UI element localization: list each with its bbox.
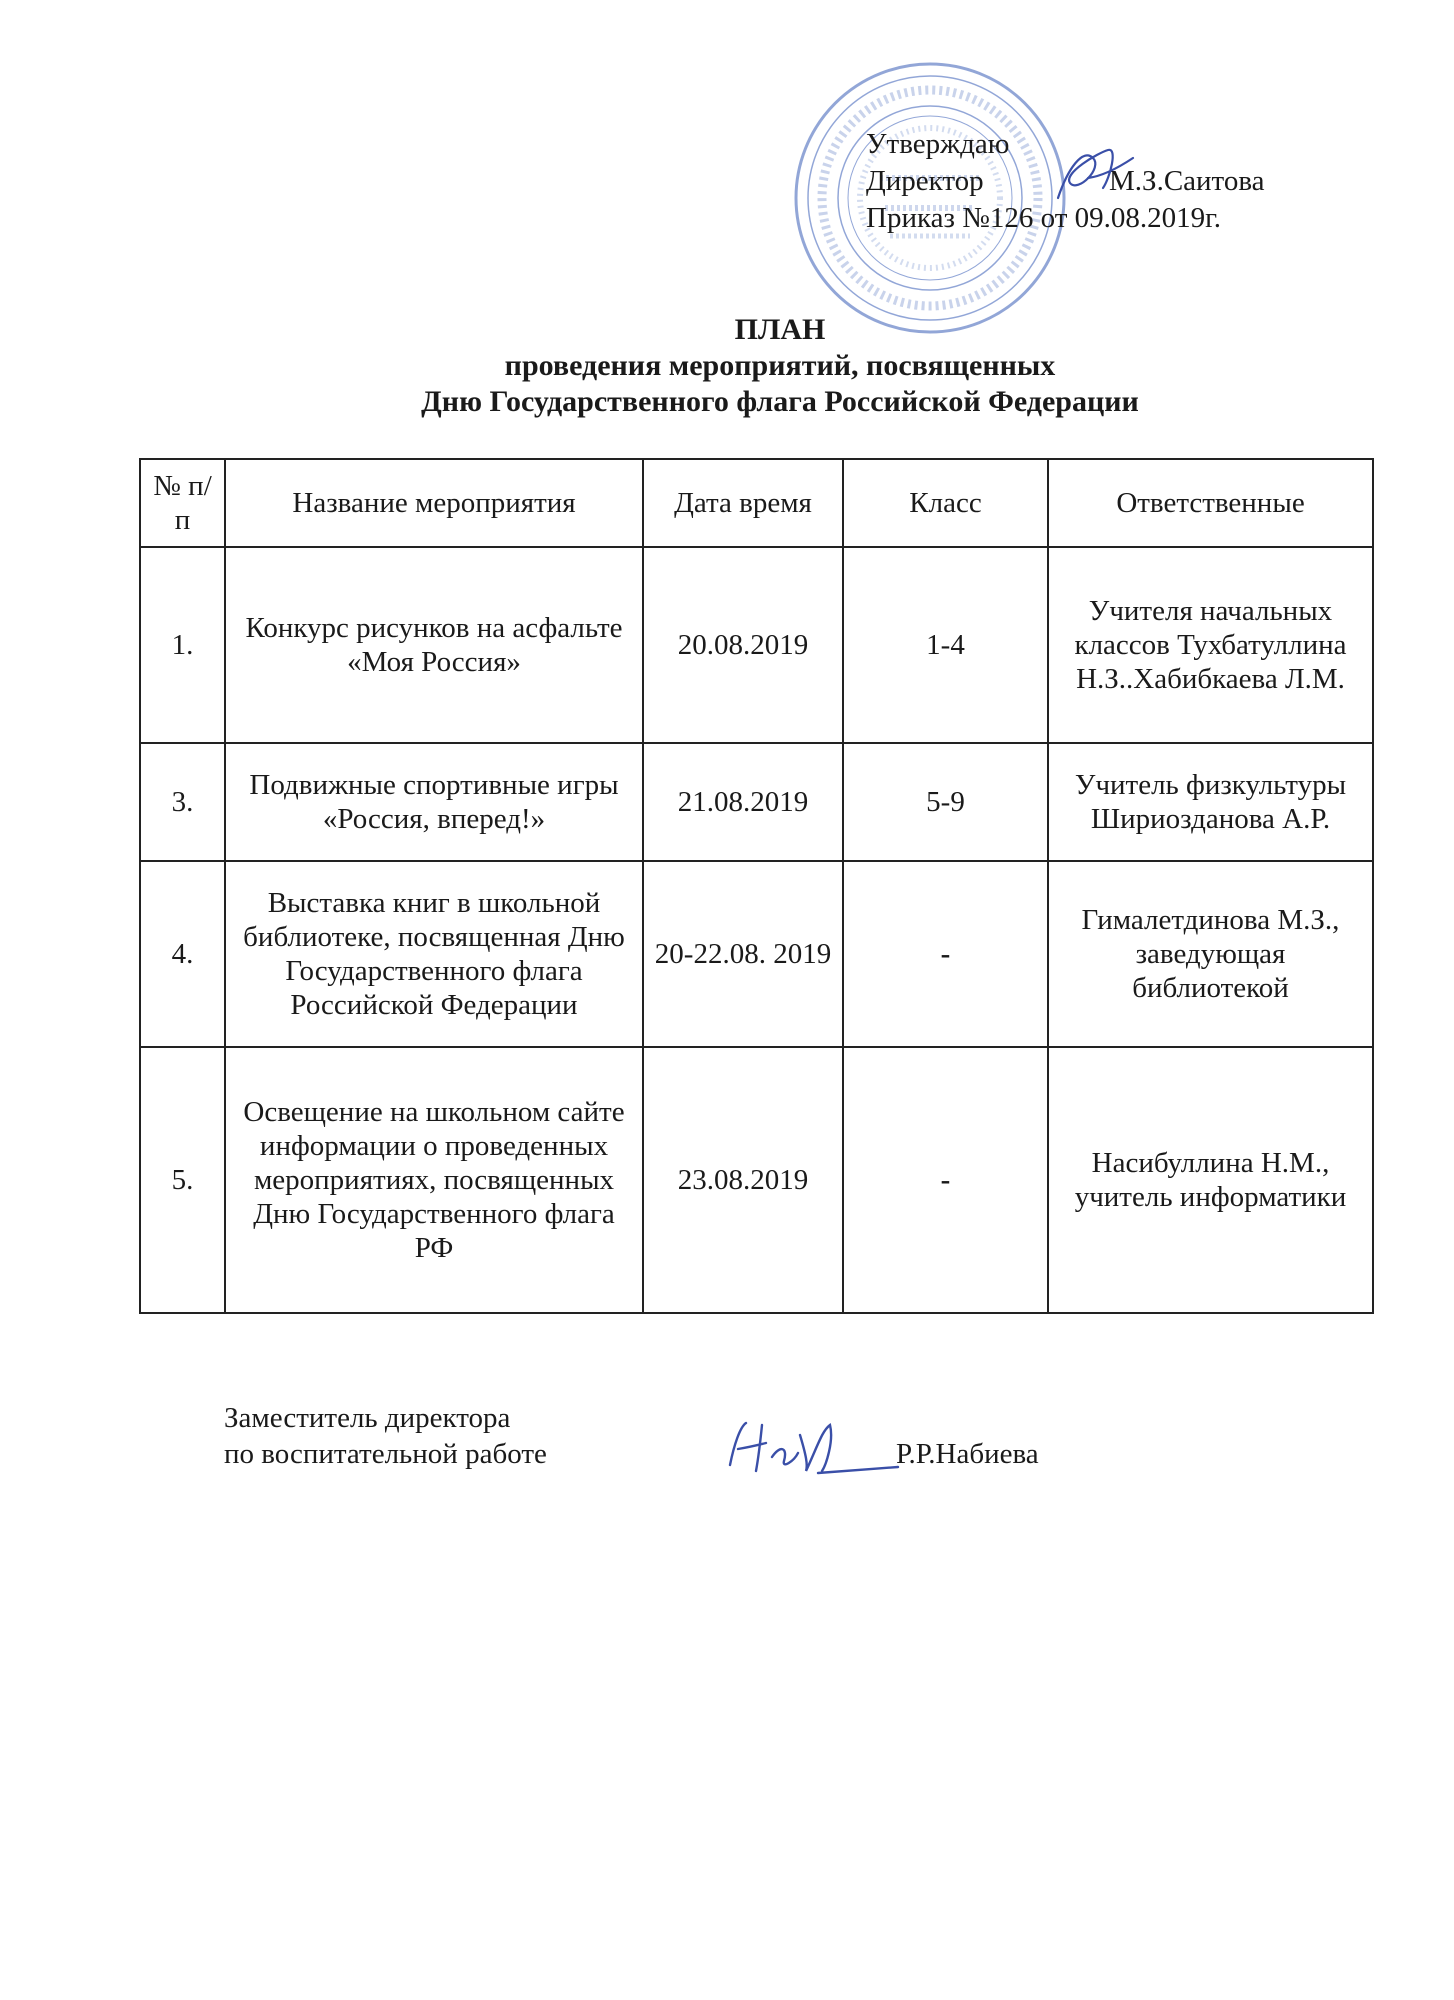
cell-responsible: Гималетдинова М.З., заведующая библиотекой bbox=[1048, 861, 1373, 1047]
cell-class: 1-4 bbox=[843, 547, 1048, 743]
header-name: Название мероприятия bbox=[225, 459, 643, 547]
table-header-row bbox=[140, 459, 1373, 547]
director-label: Директор bbox=[866, 165, 984, 197]
cell-responsible: Учителя начальных классов Тухбатуллина Н.З..Хабибкаева Л.М. bbox=[1048, 547, 1373, 743]
title-line-2: проведения мероприятий, посвященных bbox=[504, 349, 1056, 382]
cell-name: Подвижные спортивные игры «Россия, вперед!» bbox=[225, 743, 643, 861]
document-title bbox=[300, 312, 1260, 420]
cell-date: 21.08.2019 bbox=[643, 743, 843, 861]
cell-name: Конкурс рисунков на асфальте «Моя Россия» bbox=[225, 547, 643, 743]
cell-name: Освещение на школьном сайте информации о проведенных мероприятиях, посвященных Дню Государственного флага РФ bbox=[225, 1047, 643, 1313]
plan-table bbox=[139, 458, 1374, 1314]
title-line-1: ПЛАН bbox=[734, 313, 826, 346]
header-class: Класс bbox=[843, 459, 1048, 547]
cell-date: 20-22.08. 2019 bbox=[643, 861, 843, 1047]
header-num: № п/п bbox=[140, 459, 225, 547]
cell-num: 4. bbox=[140, 861, 225, 1047]
approve-label: Утверждаю bbox=[866, 128, 1010, 160]
deputy-role-line-1: Заместитель директора bbox=[224, 1402, 511, 1434]
cell-class: 5-9 bbox=[843, 743, 1048, 861]
deputy-name: Р.Р.Набиева bbox=[896, 1438, 1039, 1470]
director-signature bbox=[1048, 138, 1138, 208]
cell-responsible: Учитель физкультуры Шириозданова А.Р. bbox=[1048, 743, 1373, 861]
deputy-signature bbox=[722, 1405, 902, 1485]
cell-num: 3. bbox=[140, 743, 225, 861]
cell-responsible: Насибуллина Н.М., учитель информатики bbox=[1048, 1047, 1373, 1313]
cell-date: 20.08.2019 bbox=[643, 547, 843, 743]
header-date: Дата время bbox=[643, 459, 843, 547]
table-row bbox=[140, 547, 1373, 743]
director-name: М.З.Саитова bbox=[1109, 165, 1265, 197]
deputy-role-line-2: по воспитательной работе bbox=[224, 1438, 547, 1470]
title-line-3: Дню Государственного флага Российской Федерации bbox=[421, 385, 1139, 418]
cell-name: Выставка книг в школьной библиотеке, посвященная Дню Государственного флага Российской Федерации bbox=[225, 861, 643, 1047]
cell-class: - bbox=[843, 861, 1048, 1047]
table-row bbox=[140, 743, 1373, 861]
cell-num: 5. bbox=[140, 1047, 225, 1313]
cell-date: 23.08.2019 bbox=[643, 1047, 843, 1313]
header-responsible: Ответственные bbox=[1048, 459, 1373, 547]
cell-class: - bbox=[843, 1047, 1048, 1313]
table-row bbox=[140, 1047, 1373, 1313]
table-row bbox=[140, 861, 1373, 1047]
cell-num: 1. bbox=[140, 547, 225, 743]
order-text: Приказ №126 от 09.08.2019г. bbox=[866, 202, 1222, 234]
